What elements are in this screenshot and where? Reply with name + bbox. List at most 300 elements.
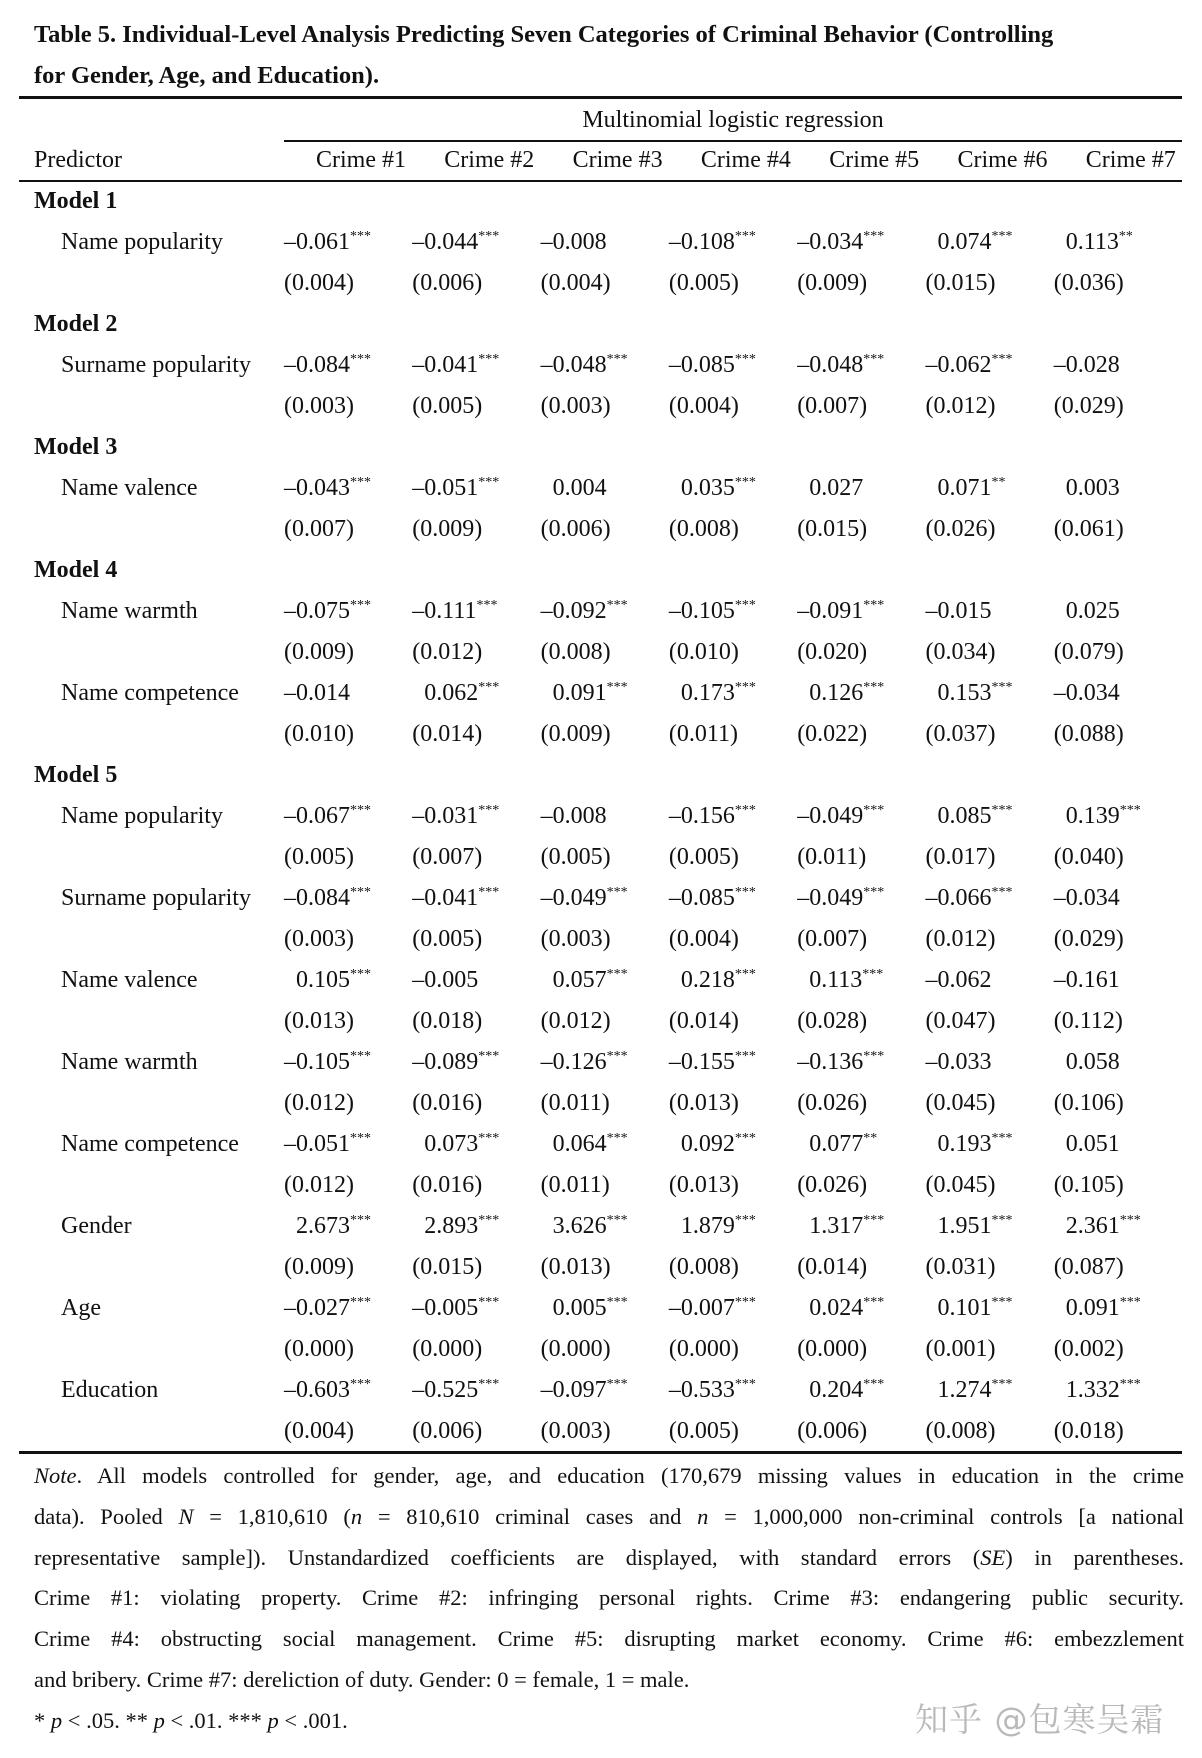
significance-stars: *** xyxy=(476,598,498,613)
coefficient-value: 0.126 xyxy=(809,680,864,706)
standard-error-cell: (0.061) xyxy=(1053,516,1124,542)
significance-stars: *** xyxy=(350,1213,371,1228)
coefficient-cell xyxy=(412,1206,540,1247)
coefficient-row xyxy=(19,345,1182,386)
significance-stars: *** xyxy=(734,352,756,367)
coefficient-value: –0.061 xyxy=(284,229,350,255)
coefficient-value: –0.085 xyxy=(668,885,735,911)
standard-error-cell: (0.007) xyxy=(284,516,354,542)
standard-error-cell: (0.000) xyxy=(412,1336,483,1362)
standard-error-cell: (0.002) xyxy=(1053,1336,1124,1362)
coefficient-value: –0.031 xyxy=(412,803,479,829)
significance-stars: *** xyxy=(350,885,371,900)
significance-stars: *** xyxy=(478,229,500,244)
standard-error-cell: (0.106) xyxy=(1053,1090,1124,1116)
standard-error-cell: (0.031) xyxy=(925,1254,996,1280)
coefficient-value: 2.361 xyxy=(1065,1213,1120,1239)
standard-error-cell: (0.022) xyxy=(797,721,868,747)
coefficient-cell xyxy=(412,1288,540,1329)
table-note xyxy=(34,1456,1184,1701)
standard-error-cell: (0.088) xyxy=(1053,721,1124,747)
standard-error-cell: (0.040) xyxy=(1053,844,1124,870)
standard-error-cell: (0.004) xyxy=(284,270,354,296)
standard-error-cell: (0.000) xyxy=(797,1336,868,1362)
significance-stars: *** xyxy=(478,1131,500,1146)
significance-stars: *** xyxy=(350,1295,371,1310)
note-line: Crime #4: obstructing social management. Crime #5: disrupting market economy. Crime #6: embezzlement xyxy=(34,1626,1184,1652)
predictor-label: Surname popularity xyxy=(61,885,251,911)
coefficient-cell xyxy=(797,960,925,1001)
coefficient-row xyxy=(19,1042,1182,1083)
model-title-row xyxy=(19,427,1182,468)
coefficient-value: 0.101 xyxy=(937,1295,992,1321)
significance-stars: *** xyxy=(863,885,885,900)
standard-error-cell: (0.105) xyxy=(1053,1172,1124,1198)
coefficient-cell xyxy=(284,222,412,263)
standard-error-cell: (0.007) xyxy=(412,844,483,870)
standard-error-cell: (0.026) xyxy=(797,1172,868,1198)
coefficient-value: 0.051 xyxy=(1065,1131,1120,1157)
coefficient-value: –0.533 xyxy=(668,1377,735,1403)
coefficient-value: 0.004 xyxy=(552,475,607,501)
column-header-crime-3: Crime #3 xyxy=(572,147,663,173)
coefficient-cell xyxy=(1054,591,1182,632)
blank-cell xyxy=(19,1001,284,1042)
standard-error-cell: (0.003) xyxy=(540,1418,611,1444)
significance-stars: *** xyxy=(991,803,1013,818)
coefficient-value: –0.062 xyxy=(925,967,992,993)
coefficient-value: –0.043 xyxy=(284,475,350,501)
significance-stars: *** xyxy=(478,352,500,367)
coefficient-cell xyxy=(925,1288,1053,1329)
table-caption xyxy=(34,14,1184,96)
coefficient-cell xyxy=(541,345,669,386)
standard-error-cell: (0.005) xyxy=(540,844,611,870)
significance-stars: *** xyxy=(991,680,1013,695)
coefficient-value: 1.274 xyxy=(937,1377,992,1403)
standard-error-cell: (0.012) xyxy=(925,926,996,952)
standard-error-cell: (0.011) xyxy=(540,1172,610,1198)
coefficient-cell xyxy=(797,673,925,714)
coefficient-cell xyxy=(925,1124,1053,1165)
column-header-crime-2: Crime #2 xyxy=(444,147,535,173)
significance-stars: *** xyxy=(734,1377,756,1392)
coefficient-cell xyxy=(412,960,540,1001)
coefficient-row xyxy=(19,673,1182,714)
standard-error-cell: (0.045) xyxy=(925,1172,996,1198)
standard-error-cell: (0.005) xyxy=(668,1418,739,1444)
coefficient-cell xyxy=(925,878,1053,919)
significance-stars: *** xyxy=(478,1295,500,1310)
significance-stars: *** xyxy=(863,1295,885,1310)
significance-stars: *** xyxy=(1119,1377,1141,1392)
coefficient-cell xyxy=(925,1206,1053,1247)
coefficient-value: 1.879 xyxy=(680,1213,735,1239)
coefficient-cell xyxy=(412,673,540,714)
significance-stars: *** xyxy=(991,1131,1013,1146)
standard-error-cell: (0.029) xyxy=(1053,926,1124,952)
coefficient-value: –0.008 xyxy=(540,803,607,829)
coefficient-cell xyxy=(1054,1288,1182,1329)
column-header-crime-6: Crime #6 xyxy=(957,147,1048,173)
significance-stars: *** xyxy=(991,229,1013,244)
coefficient-value: –0.015 xyxy=(925,598,992,624)
coefficient-value: 0.173 xyxy=(680,680,735,706)
caption-line-1: Table 5. Individual-Level Analysis Predicting Seven Categories of Criminal Behavior (Controlling xyxy=(34,21,1054,48)
coefficient-row xyxy=(19,1370,1182,1411)
coefficient-value: 0.024 xyxy=(809,1295,864,1321)
standard-error-cell: (0.013) xyxy=(540,1254,611,1280)
predictor-label: Name valence xyxy=(61,967,198,993)
significance-stars: *** xyxy=(478,885,500,900)
coefficient-cell xyxy=(925,468,1053,509)
coefficient-cell xyxy=(284,960,412,1001)
coefficient-value: –0.049 xyxy=(797,803,864,829)
significance-stars: *** xyxy=(863,598,885,613)
coefficient-row xyxy=(19,1124,1182,1165)
standard-error-cell: (0.008) xyxy=(668,1254,739,1280)
coefficient-value: –0.155 xyxy=(668,1049,735,1075)
coefficient-value: –0.084 xyxy=(284,885,350,911)
coefficient-cell xyxy=(669,673,797,714)
coefficient-cell xyxy=(925,673,1053,714)
coefficient-cell xyxy=(541,960,669,1001)
coefficient-value: –0.075 xyxy=(284,598,350,624)
note-line: data). Pooled N = 1,810,610 (n = 810,610 criminal cases and n = 1,000,000 non-criminal controls [a national xyxy=(34,1503,1185,1529)
coefficient-value: –0.126 xyxy=(540,1049,607,1075)
standard-error-cell: (0.034) xyxy=(925,639,996,665)
coefficient-value: –0.092 xyxy=(540,598,607,624)
coefficient-value: 0.027 xyxy=(809,475,864,501)
predictor-label: Name warmth xyxy=(61,1049,198,1075)
predictor-label: Age xyxy=(61,1295,101,1321)
blank-cell xyxy=(19,1165,284,1206)
coefficient-value: –0.091 xyxy=(797,598,864,624)
coefficient-value: –0.084 xyxy=(284,352,350,378)
coefficient-cell xyxy=(284,796,412,837)
coefficient-cell xyxy=(412,591,540,632)
blank-cell xyxy=(19,509,284,550)
coefficient-value: –0.034 xyxy=(1053,680,1120,706)
model-title: Model 4 xyxy=(34,557,118,583)
coefficient-value: 1.317 xyxy=(809,1213,864,1239)
coefficient-cell xyxy=(1054,1124,1182,1165)
coefficient-cell xyxy=(1054,1042,1182,1083)
standard-error-cell: (0.036) xyxy=(1053,270,1124,296)
coefficient-value: 0.003 xyxy=(1065,475,1120,501)
coefficient-cell xyxy=(541,796,669,837)
significance-stars: *** xyxy=(350,352,371,367)
significance-stars: *** xyxy=(350,803,371,818)
coefficient-cell xyxy=(797,1288,925,1329)
significance-stars: ** xyxy=(1118,229,1133,244)
standard-error-row xyxy=(19,386,1182,427)
coefficient-cell xyxy=(541,222,669,263)
note-line: Note. All models controlled for gender, age, and education (170,679 missing values in education in the crime xyxy=(34,1463,1184,1488)
blank-cell xyxy=(19,1083,284,1124)
coefficient-value: –0.048 xyxy=(540,352,607,378)
standard-error-cell: (0.011) xyxy=(797,844,867,870)
column-header-crime-5: Crime #5 xyxy=(829,147,920,173)
significance-stars: *** xyxy=(863,229,885,244)
coefficient-cell xyxy=(284,345,412,386)
standard-error-cell: (0.005) xyxy=(668,844,739,870)
coefficient-value: 0.193 xyxy=(937,1131,992,1157)
column-header-row xyxy=(19,140,1182,181)
note-line: and bribery. Crime #7: dereliction of duty. Gender: 0 = female, 1 = male. xyxy=(34,1666,690,1692)
blank-cell xyxy=(19,1247,284,1288)
model-title: Model 2 xyxy=(34,311,118,337)
standard-error-cell: (0.003) xyxy=(284,393,354,419)
blank-cell xyxy=(19,1329,284,1370)
coefficient-value: –0.048 xyxy=(797,352,864,378)
coefficient-cell xyxy=(284,1370,412,1411)
significance-stars: *** xyxy=(1119,803,1141,818)
significance-stars: *** xyxy=(478,1377,500,1392)
coefficient-value: 0.064 xyxy=(552,1131,607,1157)
standard-error-row xyxy=(19,1329,1182,1370)
standard-error-row xyxy=(19,837,1182,878)
model-title-row xyxy=(19,181,1182,222)
significance-stars: *** xyxy=(478,475,500,490)
significance-stars: *** xyxy=(1119,1213,1141,1228)
standard-error-cell: (0.012) xyxy=(284,1172,354,1198)
standard-error-cell: (0.005) xyxy=(412,926,483,952)
significance-stars: *** xyxy=(734,1131,756,1146)
coefficient-value: 0.204 xyxy=(809,1377,864,1403)
significance-stars: *** xyxy=(734,967,756,982)
standard-error-cell: (0.003) xyxy=(540,926,611,952)
significance-stars: *** xyxy=(734,803,756,818)
coefficient-value: –0.097 xyxy=(540,1377,607,1403)
standard-error-cell: (0.006) xyxy=(412,1418,483,1444)
coefficient-cell xyxy=(412,878,540,919)
predictor-label: Name popularity xyxy=(61,229,223,255)
model-title-row xyxy=(19,755,1182,796)
coefficient-cell xyxy=(284,1206,412,1247)
standard-error-cell: (0.045) xyxy=(925,1090,996,1116)
coefficient-value: –0.027 xyxy=(284,1295,350,1321)
coefficient-cell xyxy=(541,591,669,632)
significance-stars: *** xyxy=(350,229,371,244)
coefficient-cell xyxy=(412,468,540,509)
coefficient-value: –0.005 xyxy=(412,967,479,993)
column-header-crime-1: Crime #1 xyxy=(316,147,406,173)
predictor-label: Name competence xyxy=(61,1131,239,1157)
coefficient-value: –0.085 xyxy=(668,352,735,378)
top-rule xyxy=(19,96,1182,99)
coefficient-cell xyxy=(669,1042,797,1083)
coefficient-value: –0.062 xyxy=(925,352,992,378)
coefficient-value: 0.062 xyxy=(424,680,479,706)
coefficient-cell xyxy=(669,1288,797,1329)
standard-error-cell: (0.007) xyxy=(797,393,868,419)
significance-stars: *** xyxy=(863,680,885,695)
coefficient-cell xyxy=(412,345,540,386)
coefficient-cell xyxy=(669,345,797,386)
coefficient-value: 0.074 xyxy=(937,229,992,255)
coefficient-cell xyxy=(669,1206,797,1247)
standard-error-cell: (0.079) xyxy=(1053,639,1124,665)
standard-error-cell: (0.004) xyxy=(668,926,739,952)
standard-error-cell: (0.005) xyxy=(412,393,483,419)
standard-error-row xyxy=(19,1165,1182,1206)
coefficient-value: 0.113 xyxy=(1065,229,1119,255)
caption-line-2: for Gender, Age, and Education). xyxy=(34,62,380,89)
coefficient-cell xyxy=(1054,878,1182,919)
coefficient-value: –0.051 xyxy=(284,1131,350,1157)
model-title: Model 1 xyxy=(34,188,118,214)
standard-error-cell: (0.009) xyxy=(284,639,354,665)
standard-error-cell: (0.010) xyxy=(668,639,739,665)
standard-error-cell: (0.028) xyxy=(797,1008,868,1034)
standard-error-cell: (0.011) xyxy=(668,721,738,747)
standard-error-cell: (0.013) xyxy=(668,1172,739,1198)
standard-error-cell: (0.006) xyxy=(797,1418,868,1444)
blank-cell xyxy=(19,1411,284,1452)
significance-stars: *** xyxy=(606,1213,628,1228)
standard-error-cell: (0.003) xyxy=(284,926,354,952)
coefficient-cell xyxy=(797,591,925,632)
coefficient-cell xyxy=(1054,345,1182,386)
standard-error-cell: (0.015) xyxy=(797,516,868,542)
coefficient-value: 0.077 xyxy=(809,1131,864,1157)
standard-error-cell: (0.014) xyxy=(412,721,483,747)
coefficient-value: –0.041 xyxy=(412,352,479,378)
predictor-label: Name competence xyxy=(61,680,239,706)
significance-note: * p < .05. ** p < .01. *** p < .001. xyxy=(34,1708,348,1733)
coefficient-cell xyxy=(797,878,925,919)
coefficient-value: 0.218 xyxy=(680,967,735,993)
coefficient-value: –0.008 xyxy=(540,229,607,255)
coefficient-row xyxy=(19,1206,1182,1247)
standard-error-row xyxy=(19,509,1182,550)
coefficient-cell xyxy=(541,1206,669,1247)
standard-error-cell: (0.020) xyxy=(797,639,868,665)
coefficient-cell xyxy=(925,796,1053,837)
coefficient-value: –0.049 xyxy=(797,885,864,911)
significance-stars: *** xyxy=(734,680,756,695)
standard-error-cell: (0.001) xyxy=(925,1336,996,1362)
coefficient-cell xyxy=(284,878,412,919)
significance-stars: *** xyxy=(991,352,1013,367)
coefficient-cell xyxy=(1054,673,1182,714)
coefficient-row xyxy=(19,796,1182,837)
coefficient-value: 0.058 xyxy=(1065,1049,1120,1075)
coefficient-cell xyxy=(669,468,797,509)
significance-stars: *** xyxy=(991,1213,1013,1228)
coefficient-cell xyxy=(797,1124,925,1165)
coefficient-value: –0.005 xyxy=(412,1295,479,1321)
standard-error-cell: (0.015) xyxy=(412,1254,483,1280)
standard-error-cell: (0.012) xyxy=(284,1090,354,1116)
coefficient-cell xyxy=(797,468,925,509)
standard-error-cell: (0.012) xyxy=(540,1008,611,1034)
coefficient-cell xyxy=(284,673,412,714)
coefficient-cell xyxy=(541,1370,669,1411)
standard-error-row xyxy=(19,263,1182,304)
standard-error-cell: (0.004) xyxy=(284,1418,354,1444)
predictor-label: Name popularity xyxy=(61,803,223,829)
standard-error-cell: (0.007) xyxy=(797,926,868,952)
coefficient-value: 0.113 xyxy=(809,967,863,993)
standard-error-cell: (0.018) xyxy=(1053,1418,1124,1444)
coefficient-value: –0.108 xyxy=(668,229,735,255)
standard-error-cell: (0.013) xyxy=(668,1090,739,1116)
standard-error-cell: (0.026) xyxy=(925,516,996,542)
standard-error-cell: (0.009) xyxy=(412,516,483,542)
coefficient-cell xyxy=(797,796,925,837)
coefficient-cell xyxy=(925,1042,1053,1083)
significance-stars: *** xyxy=(863,1213,885,1228)
coefficient-value: –0.161 xyxy=(1053,967,1120,993)
significance-stars: *** xyxy=(606,967,628,982)
coefficient-cell xyxy=(284,1124,412,1165)
standard-error-row xyxy=(19,1083,1182,1124)
coefficient-row xyxy=(19,468,1182,509)
standard-error-cell: (0.008) xyxy=(540,639,611,665)
coefficient-cell xyxy=(541,673,669,714)
bottom-rule xyxy=(19,1451,1182,1454)
note-line: Crime #1: violating property. Crime #2: infringing personal rights. Crime #3: endangering public security. xyxy=(34,1585,1184,1611)
coefficient-value: –0.028 xyxy=(1053,352,1120,378)
standard-error-cell: (0.006) xyxy=(540,516,611,542)
coefficient-cell xyxy=(1054,1370,1182,1411)
coefficient-cell xyxy=(669,1124,797,1165)
predictor-header: Predictor xyxy=(34,147,122,173)
coefficient-value: –0.067 xyxy=(284,803,350,829)
coefficient-value: 2.893 xyxy=(424,1213,479,1239)
significance-stars: *** xyxy=(734,229,756,244)
significance-stars: *** xyxy=(863,803,885,818)
standard-error-cell: (0.016) xyxy=(412,1172,483,1198)
standard-error-cell: (0.013) xyxy=(284,1008,354,1034)
coefficient-row xyxy=(19,960,1182,1001)
coefficient-cell xyxy=(1054,960,1182,1001)
standard-error-cell: (0.018) xyxy=(412,1008,483,1034)
coefficient-value: –0.136 xyxy=(797,1049,864,1075)
standard-error-cell: (0.000) xyxy=(540,1336,611,1362)
standard-error-cell: (0.006) xyxy=(412,270,483,296)
significance-stars: *** xyxy=(606,680,628,695)
coefficient-value: –0.049 xyxy=(540,885,607,911)
spanner-header: Multinomial logistic regression xyxy=(582,107,884,133)
blank-cell xyxy=(19,919,284,960)
coefficient-value: –0.033 xyxy=(925,1049,992,1075)
coefficient-cell xyxy=(1054,222,1182,263)
standard-error-row xyxy=(19,1411,1182,1452)
standard-error-cell: (0.014) xyxy=(668,1008,739,1034)
coefficient-cell xyxy=(1054,468,1182,509)
significance-stars: *** xyxy=(350,475,371,490)
predictor-label: Education xyxy=(61,1377,159,1403)
standard-error-cell: (0.112) xyxy=(1053,1008,1123,1034)
coefficient-value: 0.085 xyxy=(937,803,992,829)
coefficient-cell xyxy=(412,1124,540,1165)
coefficient-value: –0.044 xyxy=(412,229,479,255)
coefficient-cell xyxy=(669,796,797,837)
blank-cell xyxy=(19,386,284,427)
coefficient-value: 1.951 xyxy=(937,1213,992,1239)
coefficient-value: –0.007 xyxy=(668,1295,735,1321)
significance-stars: *** xyxy=(734,885,756,900)
standard-error-cell: (0.017) xyxy=(925,844,996,870)
standard-error-cell: (0.009) xyxy=(540,721,611,747)
coefficient-value: 0.005 xyxy=(552,1295,607,1321)
standard-error-cell: (0.026) xyxy=(797,1090,868,1116)
coefficient-value: 0.091 xyxy=(552,680,607,706)
standard-error-cell: (0.005) xyxy=(668,270,739,296)
